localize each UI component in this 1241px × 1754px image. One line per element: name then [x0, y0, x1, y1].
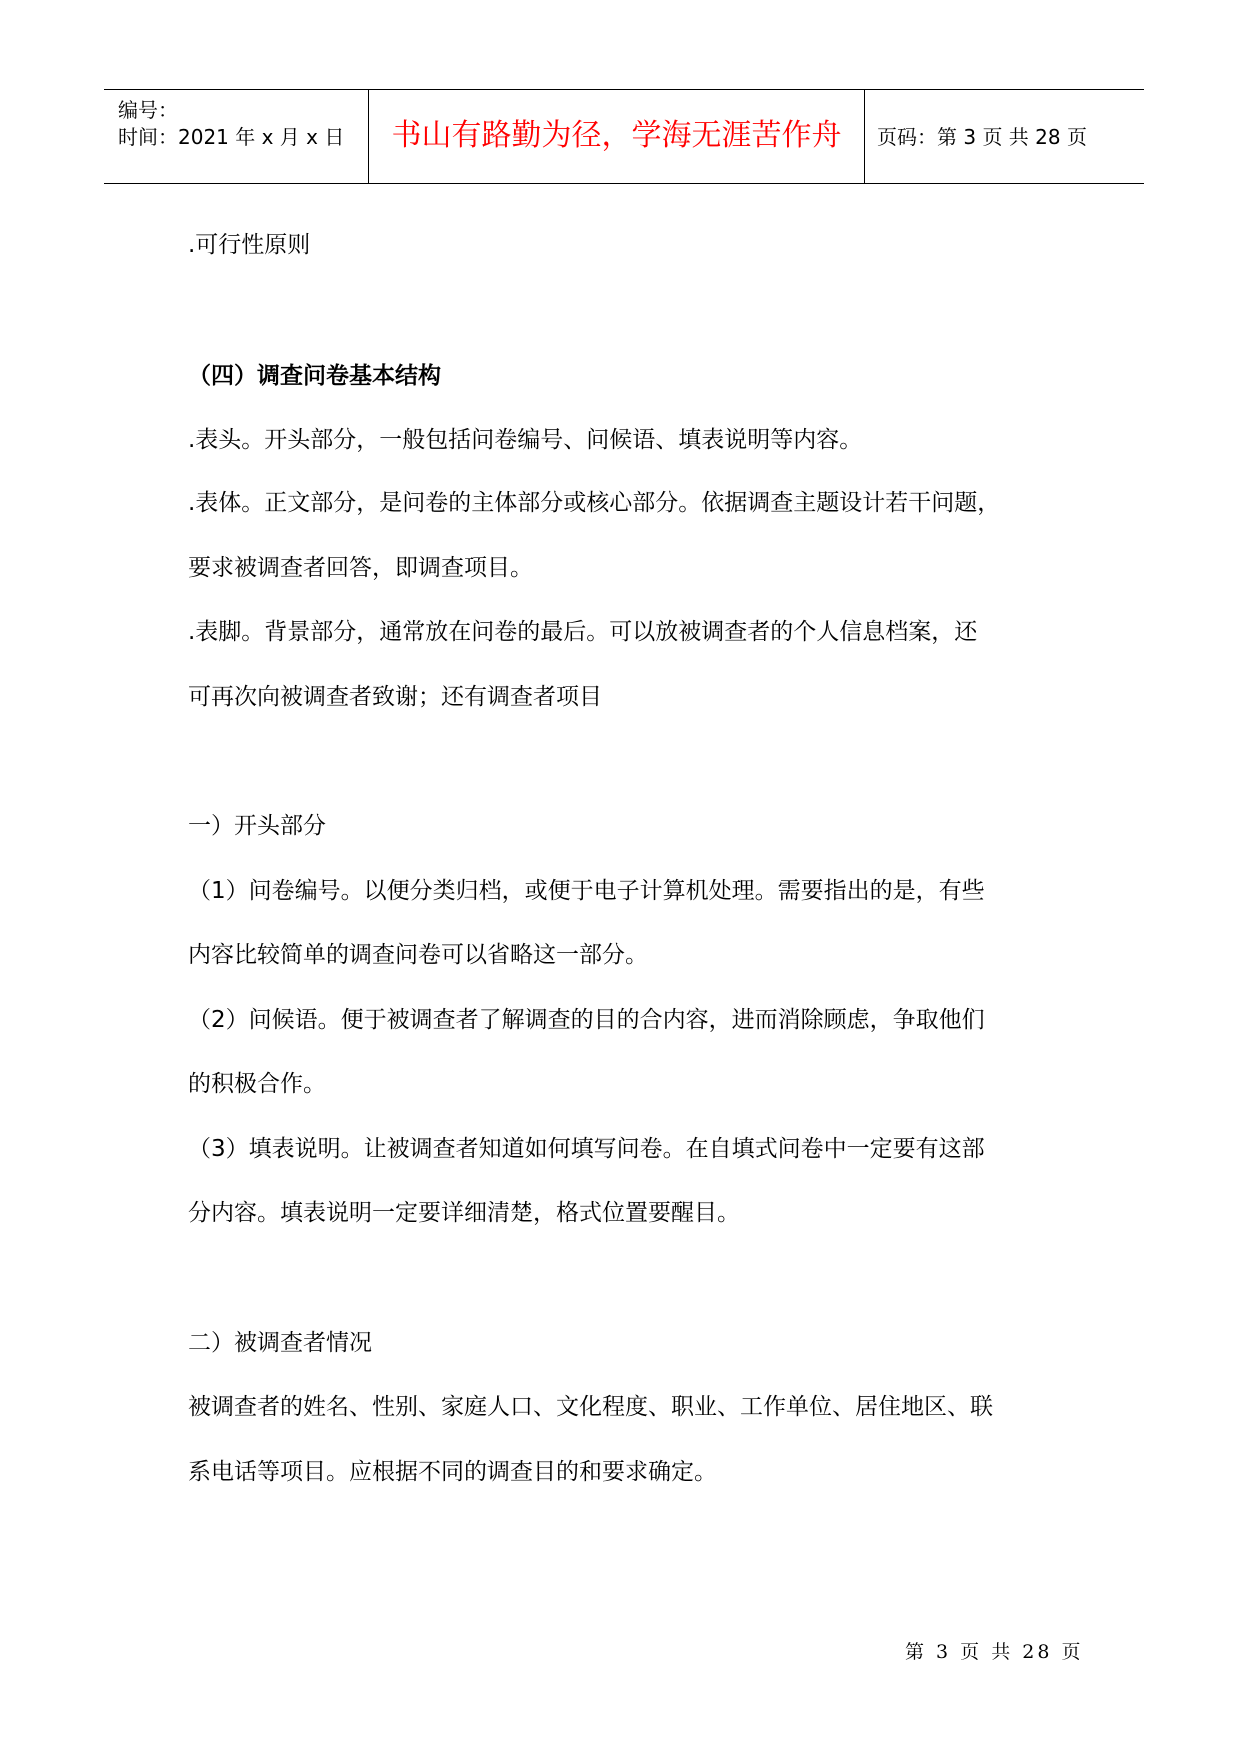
paragraph-line: （1）问卷编号。以便分类归档，或便于电子计算机处理。需要指出的是，有些	[188, 878, 985, 904]
header-left-cell	[104, 90, 369, 183]
paragraph-line: 要求被调查者回答，即调查项目。	[188, 555, 533, 581]
header-motto: 书山有路勤为径，学海无涯苦作舟	[391, 118, 842, 153]
paragraph-line: （2）问候语。便于被调查者了解调查的目的合内容，进而消除顾虑，争取他们	[188, 1007, 985, 1033]
paragraph-line: 系电话等项目。应根据不同的调查目的和要求确定。	[188, 1459, 717, 1485]
subsection-heading: 一）开头部分	[188, 813, 326, 839]
page-header	[104, 89, 1144, 184]
header-right-cell	[865, 90, 1144, 183]
paragraph-line: 被调查者的姓名、性别、家庭人口、文化程度、职业、工作单位、居住地区、联	[188, 1394, 993, 1420]
paragraph-line: 分内容。填表说明一定要详细清楚，格式位置要醒目。	[188, 1200, 740, 1226]
section-heading: （四）调查问卷基本结构	[188, 363, 441, 389]
paragraph-line: .表头。开头部分，一般包括问卷编号、问候语、填表说明等内容。	[188, 427, 863, 453]
header-date: 时间：2021 年 x 月 x 日	[118, 125, 345, 149]
subsection-heading: 二）被调查者情况	[188, 1330, 372, 1356]
paragraph-line: （3）填表说明。让被调查者知道如何填写问卷。在自填式问卷中一定要有这部	[188, 1136, 985, 1162]
paragraph-line: .表脚。背景部分，通常放在问卷的最后。可以放被调查者的个人信息档案，还	[188, 619, 978, 645]
paragraph-line: .表体。正文部分，是问卷的主体部分或核心部分。依据调查主题设计若干问题，	[188, 490, 1001, 516]
page-footer: 第 3 页 共 28 页	[905, 1641, 1084, 1663]
paragraph-line: 的积极合作。	[188, 1071, 326, 1097]
serial-number-label: 编号：	[118, 98, 178, 122]
header-motto-cell	[369, 90, 865, 183]
paragraph-line: 内容比较简单的调查问卷可以省略这一部分。	[188, 942, 648, 968]
principle-line: .可行性原则	[188, 232, 311, 258]
paragraph-line: 可再次向被调查者致谢；还有调查者项目	[188, 684, 602, 710]
header-page-code: 页码：第 3 页 共 28 页	[877, 125, 1087, 149]
